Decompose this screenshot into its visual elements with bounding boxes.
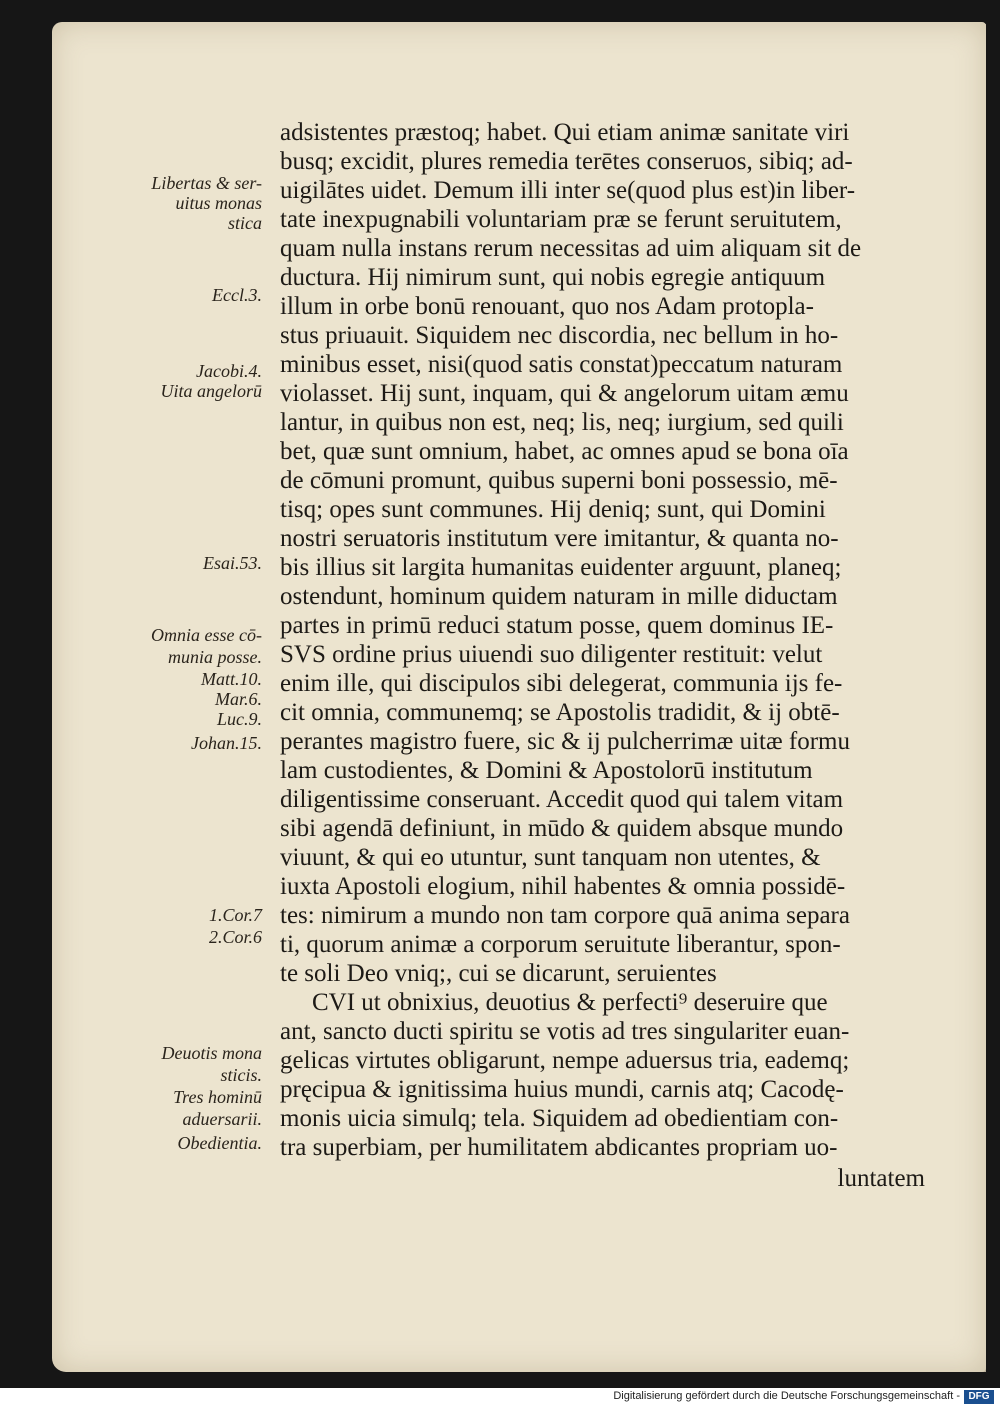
text-line: ti, quorum animæ a corporum seruitute liberantur, spon-: [280, 931, 841, 958]
margin-note: 2.Cor.6: [208, 927, 262, 947]
text-line: ant, sancto ducti spiritu se votis ad tres singulariter euan-: [280, 1018, 850, 1045]
dfg-logo: DFG: [964, 1390, 994, 1404]
margin-note: 1.Cor.7: [208, 905, 262, 925]
margin-note: Omnia esse cō-: [151, 625, 262, 645]
text-line: diligentissime conseruant. Accedit quod qui talem vitam: [280, 786, 844, 813]
text-line: ostendunt, hominum quidem naturam in mille diductam: [280, 583, 838, 610]
text-line: illum in orbe bonū renouant, quo nos Adam protopla-: [280, 293, 814, 320]
margin-note: Mar.6.: [214, 689, 262, 709]
text-line: te soli Deo vniq;, cui se dicarunt, seruientes: [280, 960, 717, 987]
text-line: tisq; opes sunt communes. Hij deniq; sunt, qui Domini: [280, 496, 826, 523]
text-line: busq; excidit, plures remedia terētes conseruos, sibiq; ad-: [280, 148, 853, 175]
footer-bar: [0, 1388, 1000, 1407]
margin-note: sticis.: [220, 1065, 262, 1085]
text-line: ductura. Hij nimirum sunt, qui nobis egregie antiquum: [280, 264, 826, 291]
text-line: perantes magistro fuere, sic & ij pulcherrimæ uitæ formu: [280, 728, 850, 755]
margin-note: aduersarii.: [182, 1109, 262, 1129]
text-line: cit omnia, communemq; se Apostolis tradidit, & ij obtē-: [280, 699, 840, 726]
margin-note: Obedientia.: [177, 1133, 262, 1153]
text-line: sibi agendā definiunt, in mūdo & quidem absque mundo: [280, 815, 844, 842]
margin-note: Esai.53.: [202, 553, 262, 573]
text-line: enim ille, qui discipulos sibi delegerat, communia ijs fe-: [280, 670, 843, 697]
text-line: viuunt, & qui eo utuntur, sunt tanquam non utentes, &: [280, 844, 821, 871]
text-line: iuxta Apostoli elogium, nihil habentes & omnia possidē-: [280, 873, 846, 900]
text-line: bet, quæ sunt omnium, habet, ac omnes apud se bona oīa: [280, 438, 849, 465]
text-line: pręcipua & ignitissima huius mundi, carnis atq; Cacodę-: [280, 1076, 844, 1103]
text-line: monis uicia simulq; tela. Siquidem ad obedientiam con-: [280, 1105, 839, 1132]
text-line: SVS ordine prius uiuendi suo diligenter restituit: velut: [280, 641, 823, 668]
margin-note: Johan.15.: [191, 733, 262, 753]
margin-note: stica: [228, 213, 262, 233]
text-line: gelicas virtutes obligarunt, nempe aduersus tria, eademq;: [280, 1047, 850, 1074]
text-line: de cōmuni promunt, quibus superni boni possessio, mē-: [280, 467, 838, 494]
text-line: stus priuauit. Siquidem nec discordia, nec bellum in ho-: [280, 322, 839, 349]
text-line: lantur, in quibus non est, neq; lis, neq; iurgium, sed quili: [280, 409, 844, 436]
margin-note: Tres hominū: [173, 1087, 262, 1107]
paragraph-start-line: CVI ut obnixius, deuotius & perfecti⁹ deseruire que: [312, 989, 828, 1016]
text-line: tate inexpugnabili voluntariam præ se ferunt seruitutem,: [280, 206, 842, 233]
margin-note: Luc.9.: [217, 709, 262, 729]
text-line: violasset. Hij sunt, inquam, qui & angelorum uitam æmu: [280, 380, 849, 407]
margin-note: Deuotis mona: [161, 1043, 262, 1063]
text-line: lam custodientes, & Domini & Apostolorū institutum: [280, 757, 813, 784]
text-line: tes: nimirum a mundo non tam corpore quā anima separa: [280, 902, 850, 929]
margin-note: munia posse.: [168, 647, 262, 667]
text-line: uigilātes uidet. Demum illi inter se(quod plus est)in liber-: [280, 177, 856, 204]
text-line: minibus esset, nisi(quod satis constat)peccatum naturam: [280, 351, 843, 378]
margin-note: Eccl.3.: [212, 285, 262, 305]
margin-note: Jacobi.4.: [196, 361, 262, 381]
margin-note: Libertas & ser-: [151, 173, 262, 193]
funding-credit: Digitalisierung gefördert durch die Deutsche Forschungsgemeinschaft -: [613, 1390, 960, 1402]
catchword: luntatem: [837, 1165, 925, 1192]
text-line: nostri seruatoris institutum vere imitantur, & quanta no-: [280, 525, 839, 552]
margin-note: uitus monas: [175, 193, 262, 213]
margin-note: Uita angelorū: [160, 381, 262, 401]
text-line: bis illius sit largita humanitas euidenter arguunt, planeq;: [280, 554, 842, 581]
text-line: adsistentes præstoq; habet. Qui etiam animæ sanitate viri: [280, 119, 850, 146]
text-line: quam nulla instans rerum necessitas ad uim aliquam sit de: [280, 235, 862, 262]
margin-note: Matt.10.: [201, 669, 262, 689]
text-line: partes in primū reduci statum posse, quem dominus IE-: [280, 612, 834, 639]
text-line: tra superbiam, per humilitatem abdicantes propriam uo-: [280, 1134, 838, 1161]
